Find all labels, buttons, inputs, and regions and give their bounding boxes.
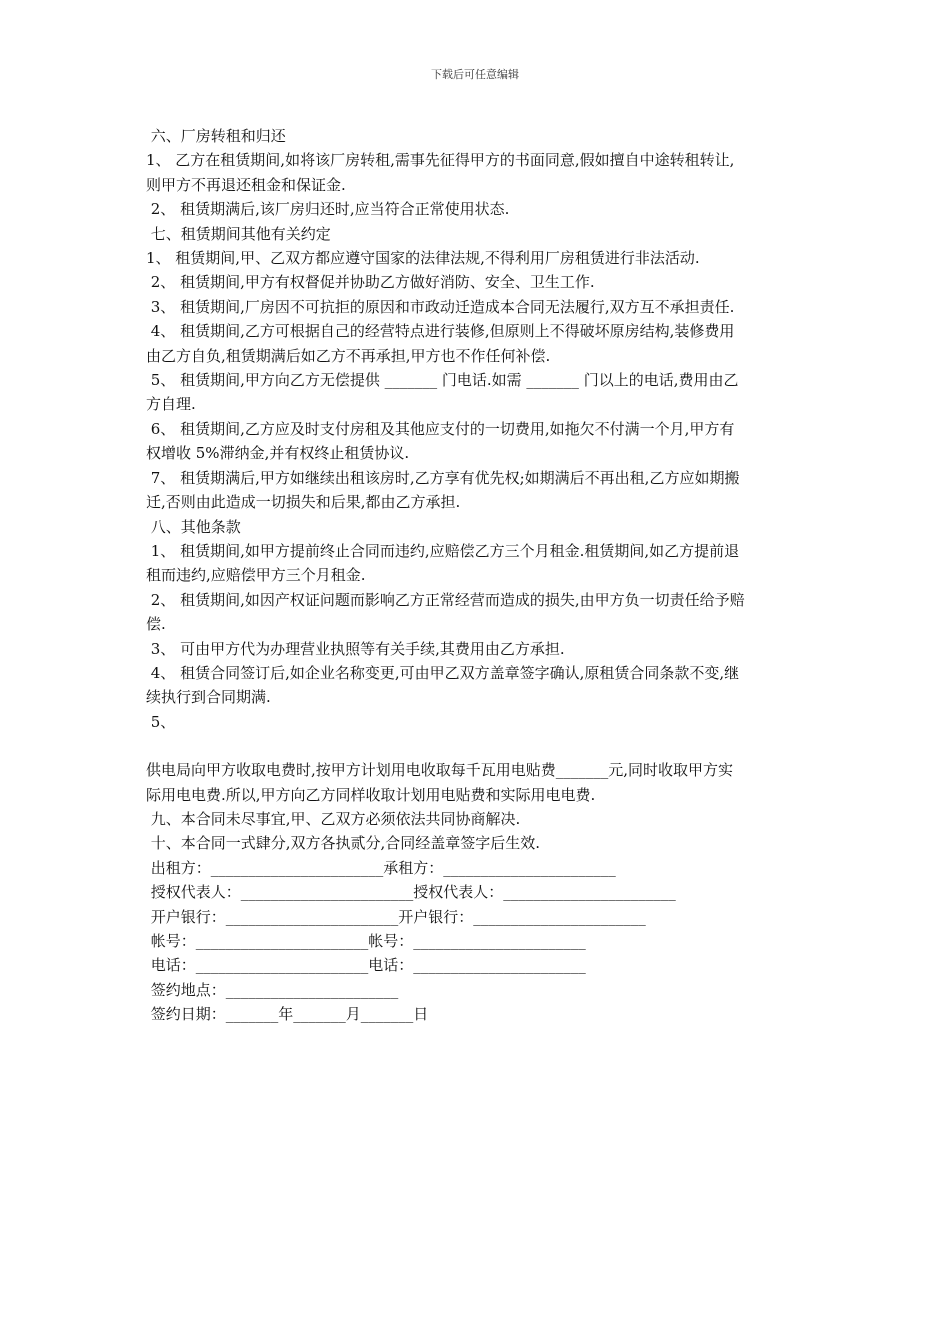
document-line: 际用电电费.所以,甲方向乙方同样收取计划用电贴费和实际用电电费. [146, 785, 596, 804]
document-line: 方自理. [146, 395, 196, 414]
document-line: 4、 租赁期间,乙方可根据自己的经营特点进行装修,但原则上不得破坏原房结构,装修费用 [146, 322, 735, 341]
document-line: 2、 租赁期间,如因产权证问题而影响乙方正常经营而造成的损失,由甲方负一切责任给予赔 [146, 590, 745, 609]
document-line: 1、 租赁期间,甲、乙双方都应遵守国家的法律法规,不得利用厂房租赁进行非法活动. [146, 249, 700, 268]
blank-line [146, 734, 810, 758]
document-line: 续执行到合同期满. [146, 688, 271, 707]
page-header-note: 下载后可任意编辑 [431, 68, 519, 81]
document-line: 6、 租赁期间,乙方应及时支付房租及其他应支付的一切费用,如拖欠不付满一个月,甲方有 [146, 419, 735, 438]
document-line: 租而违约,应赔偿甲方三个月租金. [146, 566, 366, 585]
document-line: 3、 可由甲方代为办理营业执照等有关手续,其费用由乙方承担. [146, 639, 565, 658]
document-line: 5、 [146, 712, 176, 731]
document-line: 7、 租赁期满后,甲方如继续出租该房时,乙方享有优先权;如期满后不再出租,乙方应如期搬 [146, 468, 740, 487]
document-line: 十、本合同一式肆分,双方各执贰分,合同经盖章签字后生效. [146, 834, 541, 853]
document-line: 六、厂房转租和归还 [146, 127, 286, 145]
document-line: 2、 租赁期满后,该厂房归还时,应当符合正常使用状态. [146, 200, 510, 219]
document-line: 由乙方自负,租赁期满后如乙方不再承担,甲方也不作任何补偿. [146, 346, 551, 365]
document-line: 八、其他条款 [146, 517, 241, 536]
document-line: 3、 租赁期间,厂房因不可抗拒的原因和市政动迁造成本合同无法履行,双方互不承担责任. [146, 297, 735, 316]
document-line: 权增收 5%滞纳金,并有权终止租赁协议. [146, 444, 410, 463]
document-line: 出租方：_______________________承租方：_______________________ [146, 858, 616, 877]
document-line: 七、租赁期间其他有关约定 [146, 224, 331, 243]
contract-body [146, 124, 810, 1027]
document-line: 5、 租赁期间,甲方向乙方无偿提供 _______ 门电话.如需 _______ 门以上的电话,费用由乙 [146, 371, 739, 390]
document-line: 开户银行：_______________________开户银行：_______________________ [146, 907, 646, 926]
document-line: 供电局向甲方收取电费时,按甲方计划用电收取每千瓦用电贴费_______元,同时收取甲方实 [146, 761, 734, 780]
document-line: 签约日期：_______年_______月_______日 [146, 1005, 429, 1024]
document-line: 偿. [146, 615, 166, 634]
document-line: 则甲方不再退还租金和保证金. [146, 175, 346, 194]
document-line: 授权代表人：_______________________授权代表人：_______________________ [146, 883, 676, 902]
document-line: 迁,否则由此造成一切损失和后果,都由乙方承担. [146, 493, 461, 512]
document-line: 帐号：_______________________帐号：_______________________ [146, 932, 586, 950]
document-line: 1、 乙方在租赁期间,如将该厂房转租,需事先征得甲方的书面同意,假如擅自中途转租转让, [146, 151, 735, 170]
document-line: 1、 租赁期间,如甲方提前终止合同而违约,应赔偿乙方三个月租金.租赁期间,如乙方提前退 [146, 541, 740, 560]
document-line: 电话：_______________________电话：_______________________ [146, 956, 586, 975]
document-line: 4、 租赁合同签订后,如企业名称变更,可由甲乙双方盖章签字确认,原租赁合同条款不变,继 [146, 663, 740, 682]
document-line: 签约地点：_______________________ [146, 980, 399, 999]
document-line: 2、 租赁期间,甲方有权督促并协助乙方做好消防、安全、卫生工作. [146, 273, 595, 292]
document-line: 九、本合同未尽事宜,甲、乙双方必须依法共同协商解决. [146, 809, 521, 828]
